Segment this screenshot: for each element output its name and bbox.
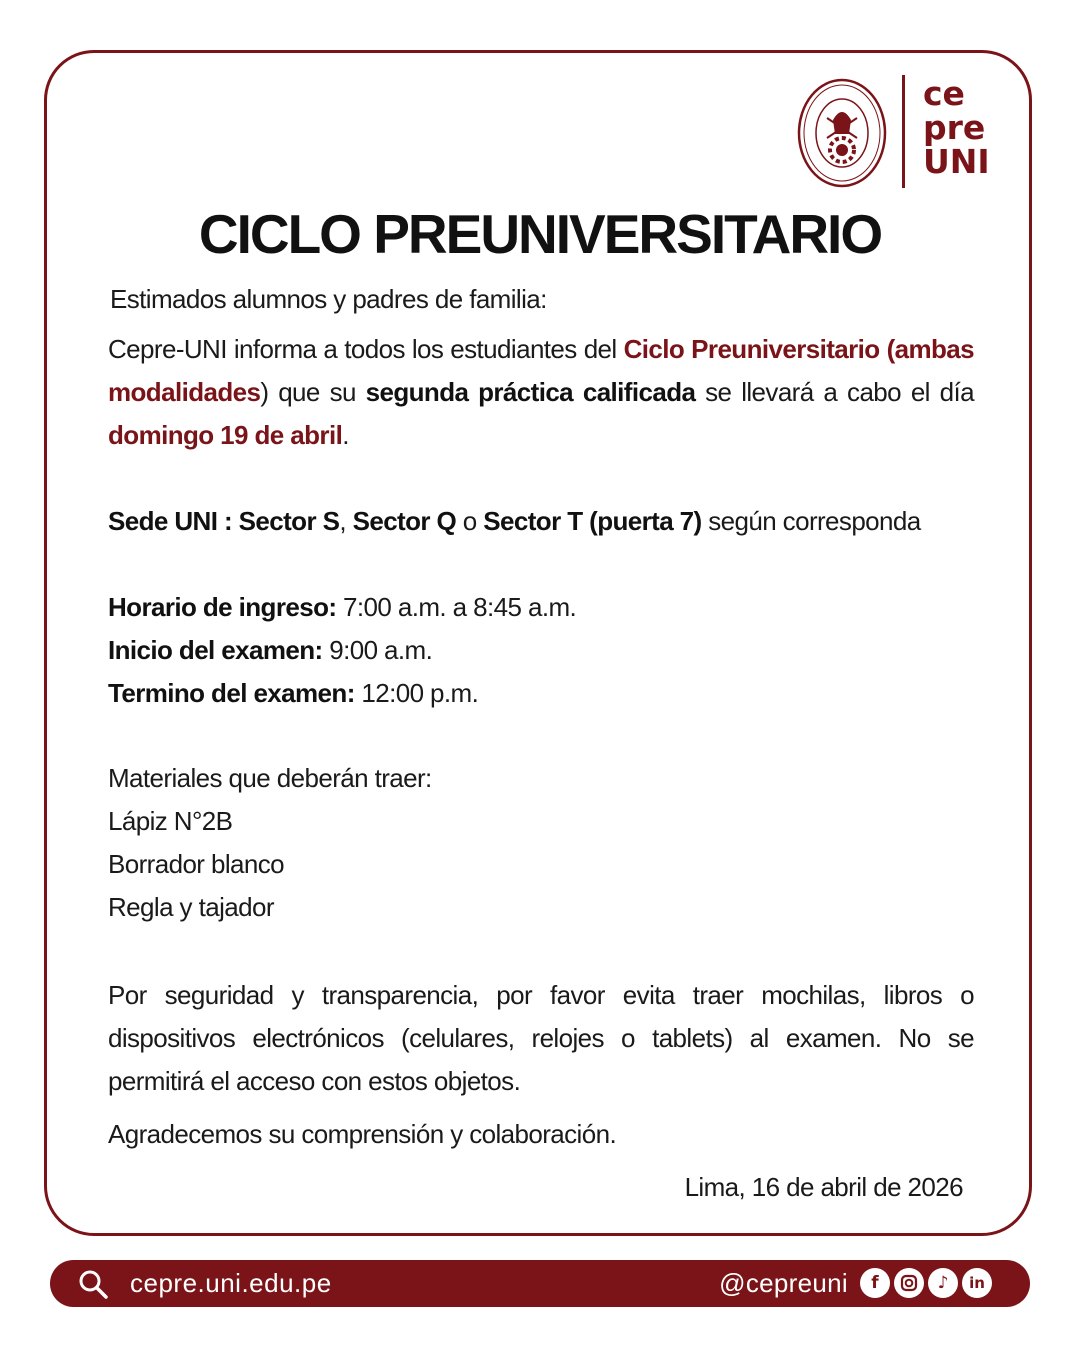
list-item: Regla y tajador [108,892,274,922]
exam-name: segunda práctica calificada [365,377,696,407]
page-title: CICLO PREUNIVERSITARIO [198,203,882,265]
instagram-icon[interactable] [894,1268,924,1298]
tiktok-icon[interactable]: ♪ [928,1268,958,1298]
logo-divider [902,75,905,188]
linkedin-icon[interactable]: in [962,1268,992,1298]
list-item: Lápiz N°2B [108,806,233,836]
search-icon [78,1269,108,1299]
social-handle[interactable]: @cepreuni [719,1268,848,1298]
facebook-icon[interactable]: f [860,1268,890,1298]
signature-date: Lima, 16 de abril de 2026 [684,1172,963,1202]
materials-heading: Materiales que deberán traer: [108,763,432,793]
intro-paragraph: Cepre-UNI informa a todos los estudiantes del Ciclo Preuniversitario (ambas modalidades) que su segunda práctica calificada se llevará a cabo el día domingo 19 de abril. [108,334,975,450]
thanks-line: Agradecemos su comprensión y colaboración. [108,1119,617,1149]
schedule-entry-exam-start: Inicio del examen: 9:00 a.m. [108,635,433,665]
exam-date: domingo 19 de abril [108,420,343,450]
cepre-uni-logo [797,75,997,190]
website-link[interactable]: cepre.uni.edu.pe [130,1268,332,1298]
venue-paragraph: Sede UNI : Sector S, Sector Q o Sector T (puerta 7) según corresponda [108,506,921,536]
cepre-uni-wordmark: ce pre UNI [923,74,990,181]
schedule-list [108,586,974,715]
footer-bar [50,1260,1030,1307]
schedule-entry-entry-time: Horario de ingreso: 7:00 a.m. a 8:45 a.m. [108,592,577,622]
cycle-name: Ciclo Preuniversitario (ambas modalidades [108,334,975,407]
list-item: Borrador blanco [108,849,284,879]
greeting: Estimados alumnos y padres de familia: [110,284,547,314]
materials-list [108,757,974,929]
security-note: Por seguridad y transparencia, por favor evita traer mochilas, libros o dispositivos electrónicos (celulares, relojes o tablets) al examen. No se permitirá el acceso con estos objetos. [108,980,974,1096]
schedule-entry-exam-end: Termino del examen: 12:00 p.m. [108,678,479,708]
venue-label: Sede UNI : Sector S [108,506,340,536]
uni-seal-icon [797,78,887,188]
